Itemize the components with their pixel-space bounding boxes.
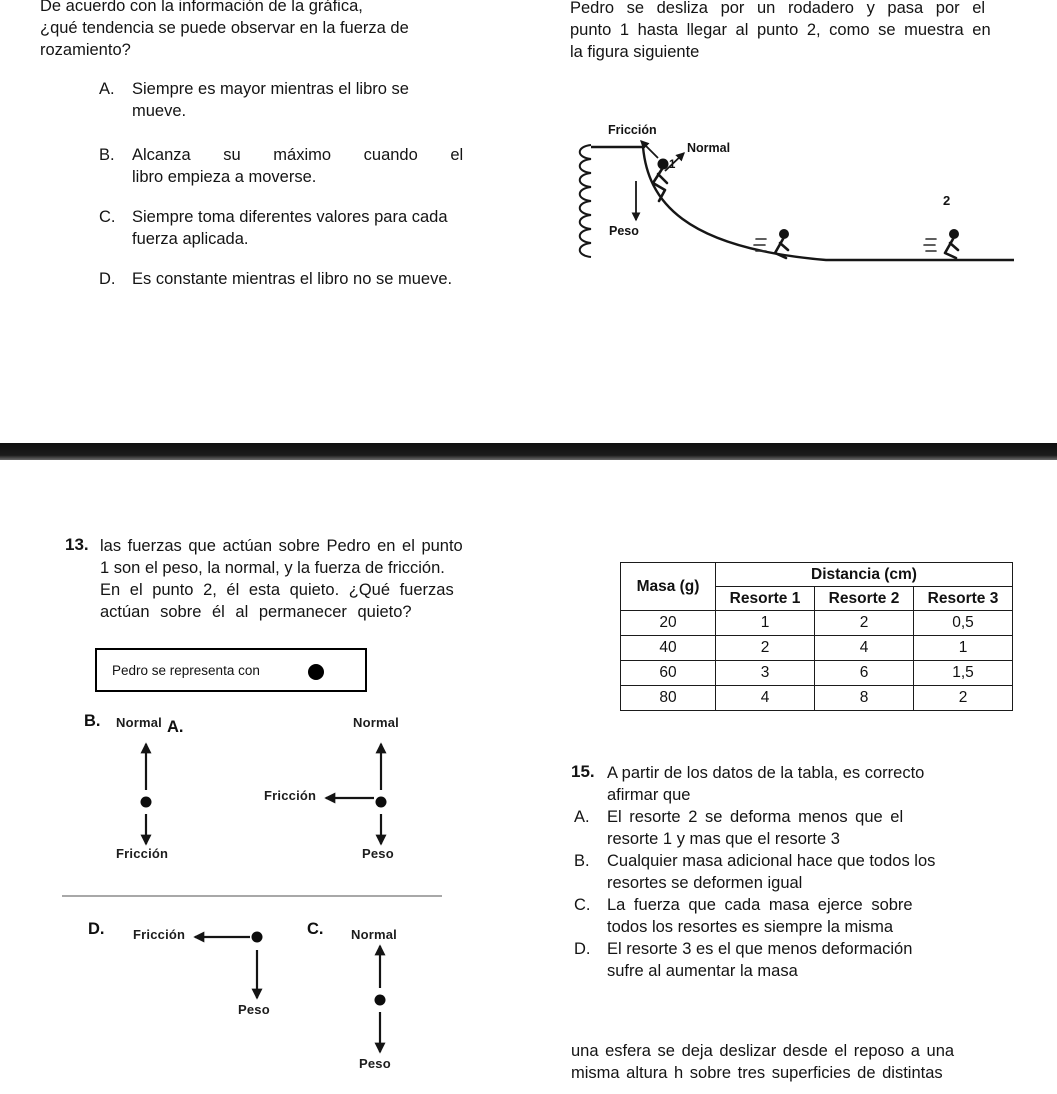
- option-letter: B.: [574, 852, 590, 870]
- slide-figure: [570, 108, 1020, 278]
- question-12-intro: [40, 0, 409, 61]
- legend-text: Pedro se representa con: [112, 663, 260, 678]
- question-number: 13.: [65, 535, 89, 554]
- diagram-d-friccion-label: Fricción: [133, 927, 186, 942]
- text-line: la figura siguiente: [570, 43, 700, 61]
- option-line: resortes se deformen igual: [607, 874, 803, 892]
- table-cell: 80: [621, 686, 716, 711]
- option-line: fuerza aplicada.: [132, 230, 249, 248]
- table-cell: 1: [914, 636, 1013, 661]
- option-c-q12: [99, 206, 448, 250]
- diagram-d-peso-label: Peso: [238, 1002, 270, 1017]
- option-line: Es constante mientras el libro no se mueve.: [132, 270, 453, 288]
- normal-label: Normal: [687, 141, 731, 155]
- diagram-d-letter: D.: [88, 920, 105, 938]
- option-line: libro empieza a moverse.: [132, 168, 317, 186]
- question-15: [571, 762, 924, 806]
- diagram-c-letter: C.: [307, 920, 324, 938]
- person-figure-point1: [653, 159, 669, 202]
- text-line: 1 son el peso, la normal, y la fuerza de fricción.: [100, 559, 445, 577]
- table-cell: 20: [621, 611, 716, 636]
- question-number: 15.: [571, 762, 595, 781]
- diagram-b-letter: B.: [84, 712, 101, 730]
- b-point-dot: [141, 797, 152, 808]
- a-point-dot: [376, 797, 387, 808]
- option-line: sufre al aumentar la masa: [607, 962, 798, 980]
- legend-box: [95, 648, 367, 692]
- table-cell: 4: [716, 686, 815, 711]
- table-subheader: Resorte 3: [914, 587, 1013, 611]
- table-cell: 8: [815, 686, 914, 711]
- option-a-q15: [571, 806, 903, 850]
- friccion-label: Fricción: [608, 123, 657, 137]
- motion-lines-point2: [924, 239, 936, 251]
- question-13-intro: [570, 0, 991, 63]
- d-point-dot: [252, 932, 263, 943]
- table-subheader: Resorte 1: [716, 587, 815, 611]
- table-cell: 3: [716, 661, 815, 686]
- option-b-q12: [99, 144, 463, 188]
- page-separator: [0, 443, 1057, 460]
- table-cell: 6: [815, 661, 914, 686]
- text-line: De acuerdo con la información de la gráfica,: [40, 0, 363, 15]
- table-subheader: Resorte 2: [815, 587, 914, 611]
- diagram-b-normal-label: Normal: [116, 715, 162, 730]
- option-line: Siempre es mayor mientras el libro se: [132, 80, 409, 98]
- diagram-b-friccion-label: Fricción: [116, 846, 169, 861]
- question-16-intro: [571, 1040, 954, 1084]
- question-13: [65, 535, 463, 623]
- table-cell: 1: [716, 611, 815, 636]
- option-b-q15: [571, 850, 935, 894]
- table-cell: 60: [621, 661, 716, 686]
- text-line: las fuerzas que actúan sobre Pedro en el punto: [100, 537, 463, 555]
- diagram-a-peso-label: Peso: [362, 846, 394, 861]
- slide-curve-and-ground: [643, 147, 1014, 260]
- text-line: En el punto 2, él esta quieto. ¿Qué fuerzas: [100, 581, 454, 599]
- option-d-q12: [99, 268, 452, 290]
- option-line: Alcanza su máximo cuando el: [132, 146, 464, 164]
- diagram-a-normal-label: Normal: [353, 715, 399, 730]
- option-a-q12: [99, 78, 409, 122]
- option-line: Cualquier masa adicional hace que todos los: [607, 852, 936, 870]
- c-point-dot: [375, 995, 386, 1006]
- text-line: punto 1 hasta llegar al punto 2, como se muestra en: [570, 21, 991, 39]
- option-line: Siempre toma diferentes valores para cada: [132, 208, 448, 226]
- option-line: resorte 1 y mas que el resorte 3: [607, 830, 840, 848]
- option-line: todos los resortes es siempre la misma: [607, 918, 894, 936]
- table-cell: 2: [716, 636, 815, 661]
- peso-label: Peso: [609, 224, 639, 238]
- point2-label: 2: [943, 193, 951, 208]
- option-letter: D.: [574, 940, 591, 958]
- diagram-c-normal-label: Normal: [351, 927, 397, 942]
- diagram-c-peso-label: Peso: [359, 1056, 391, 1071]
- text-line: una esfera se deja deslizar desde el reposo a una: [571, 1042, 955, 1060]
- option-letter: C.: [99, 208, 116, 226]
- table-cell: 40: [621, 636, 716, 661]
- diagram-a-letter: A.: [167, 718, 184, 736]
- table-cell: 0,5: [914, 611, 1013, 636]
- text-line: misma altura h sobre tres superficies de distintas: [571, 1064, 943, 1082]
- table-cell: 2: [914, 686, 1013, 711]
- option-line: La fuerza que cada masa ejerce sobre: [607, 896, 913, 914]
- force-diagrams: [60, 710, 460, 1094]
- option-c-q15: [571, 894, 913, 938]
- table-header-masa: Masa (g): [621, 563, 716, 611]
- text-line: actúan sobre él al permanecer quieto?: [100, 603, 412, 621]
- text-line: afirmar que: [607, 786, 691, 804]
- point1-label: 1: [669, 159, 676, 171]
- person-figure-point2: [945, 229, 959, 258]
- table-cell: 4: [815, 636, 914, 661]
- table-cell: 1,5: [914, 661, 1013, 686]
- text-line: A partir de los datos de la tabla, es correcto: [607, 764, 925, 782]
- text-line: rozamiento?: [40, 41, 131, 59]
- option-line: mueve.: [132, 102, 187, 120]
- spring-distance-table: [620, 562, 1013, 711]
- option-line: El resorte 2 se deforma menos que el: [607, 808, 904, 826]
- text-line: Pedro se desliza por un rodadero y pasa por el: [570, 0, 986, 17]
- option-d-q15: [571, 938, 912, 982]
- option-letter: B.: [99, 146, 115, 164]
- table-cell: 2: [815, 611, 914, 636]
- ladder-spring: [580, 145, 591, 257]
- diagram-a-friccion-label: Fricción: [264, 788, 317, 803]
- option-line: El resorte 3 es el que menos deformación: [607, 940, 913, 958]
- table-header-distancia: Distancia (cm): [716, 563, 1013, 587]
- text-line: ¿qué tendencia se puede observar en la fuerza de: [40, 19, 409, 37]
- option-letter: D.: [99, 270, 116, 288]
- pedro-dot: [308, 664, 324, 680]
- option-letter: C.: [574, 896, 591, 914]
- option-letter: A.: [574, 808, 590, 826]
- option-letter: A.: [99, 80, 115, 98]
